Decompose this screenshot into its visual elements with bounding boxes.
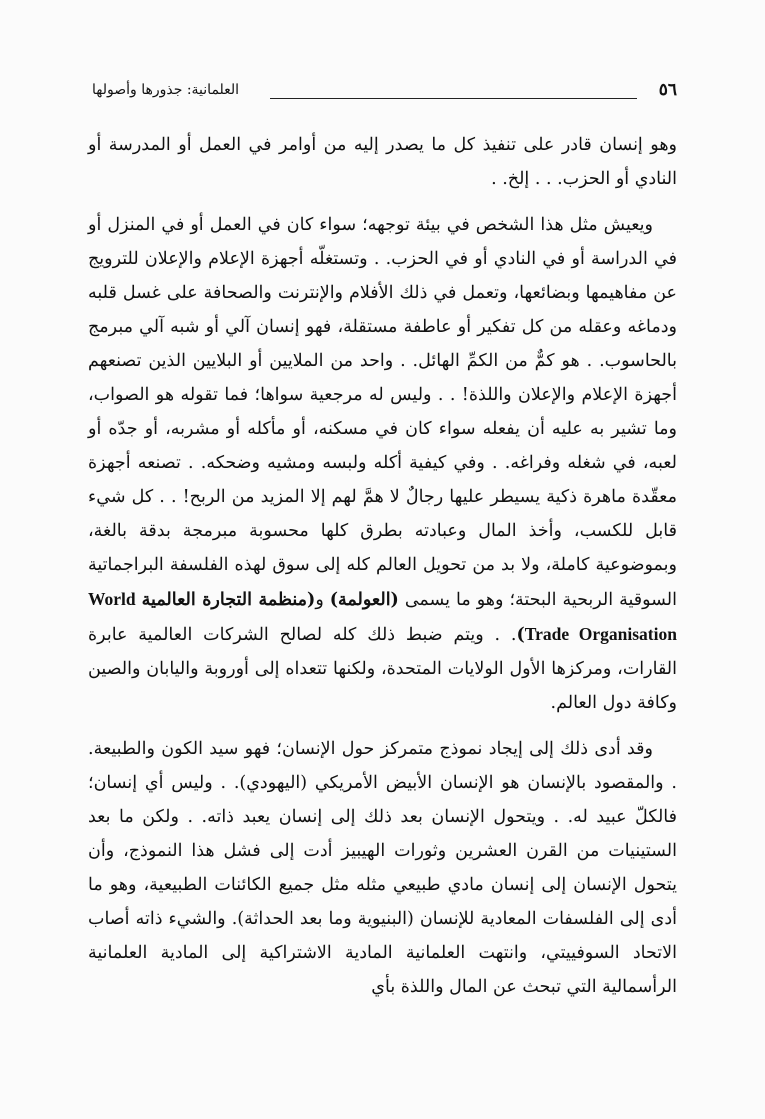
paragraph-2-tail: . . ويتم ضبط ذلك كله لصالح الشركات العالمية عابرة القارات، ومركزها الأول الولايات المتحدة، ولكنها تتعداه إلى أوروبة واليابان والصين وكافة دول العالم. — [88, 625, 677, 713]
running-title: العلمانية: جذورها وأصولها — [92, 82, 240, 98]
page-number: ٥٦ — [658, 80, 677, 100]
page-body — [88, 128, 677, 1004]
header-rule — [270, 98, 637, 99]
paragraph-2-text: ويعيش مثل هذا الشخص في بيئة توجهه؛ سواء كان في العمل أو في المنزل أو في الدراسة أو في النادي أو في الحزب. . وتستغلّه أجهزة الإعلام والإعلان للترويج عن مفاهيمها وبضائعها، وتعمل في ذلك الأفلام والإنترنت والصحافة على غسل قلبه ودماغه وعقله من كل تفكير أو عاطفة مستقلة، فهو إنسان آلي أو شبه آلي مبرمج بالحاسوب. . هو كمٌّ من الكمِّ الهائل. . واحد من الملايين أو البلايين الذين تصنعهم أجهزة الإعلام والإعلان واللذة! . . وليس له مرجعية سواها؛ فما تقوله هو الصواب، وما تشير به عليه أن يفعله سواء كان في مسكنه، أو مأكله أو مشربه، أو جدّه أو لعبه، في شغله وفراغه. . وفي كيفية أكله ولبسه ومشيه وضحكه. . تصنعه أجهزة معقّدة ماهرة ذكية يسيطر عليها رجالٌ لا همَّ لهم إلا المزيد من الربح! . . كل شيء قابل للكسب، وأخذ المال وعبادته بطرق كلها محسوبة مبرمجة بدقة بالغة، وبموضوعية كاملة، ولا بد من تحويل العالم كله إلى سوق لهذه الفلسفة البراجماتية السوقية الربحية البحتة؛ وهو ما يسمى — [88, 215, 677, 610]
term-globalization: (العولمة) — [329, 590, 399, 610]
paragraph-3: وقد أدى ذلك إلى إيجاد نموذج متمركز حول الإنسان؛ فهو سيد الكون والطبيعة. . والمقصود بالإنسان هو الإنسان الأبيض الأمريكي (اليهودي). . وليس أي إنسان؛ فالكلّ عبيد له. . ويتحول الإنسان بعد ذلك إلى إنسان يعبد ذاته. . ولكن ما بعد الستينيات من القرن العشرين وثورات الهيبيز أدت إلى فشل هذا النموذج، وأن يتحول الإنسان إلى إنسان مادي طبيعي مثله مثل جميع الكائنات الطبيعية، وهو ما أدى إلى الفلسفات المعادية للإنسان (البنيوية وما بعد الحداثة). والشيء ذاته أصاب الاتحاد السوفييتي، وانتهت العلمانية المادية الاشتراكية إلى المادية العلمانية الرأسمالية التي تبحث عن المال واللذة بأي — [88, 739, 677, 997]
term-wto-close: ) — [516, 625, 525, 645]
term-wto-arabic: (منظمة التجارة العالمية — [141, 590, 316, 610]
paragraph-2 — [88, 208, 677, 720]
running-header — [92, 80, 677, 106]
conjunction: و — [315, 590, 330, 610]
term-wto-english: World Trade Organisation — [88, 589, 677, 644]
paragraph-1: وهو إنسان قادر على تنفيذ كل ما يصدر إليه من أوامر في العمل أو المدرسة أو النادي أو الحزب. . . إلخ. . — [88, 135, 677, 189]
